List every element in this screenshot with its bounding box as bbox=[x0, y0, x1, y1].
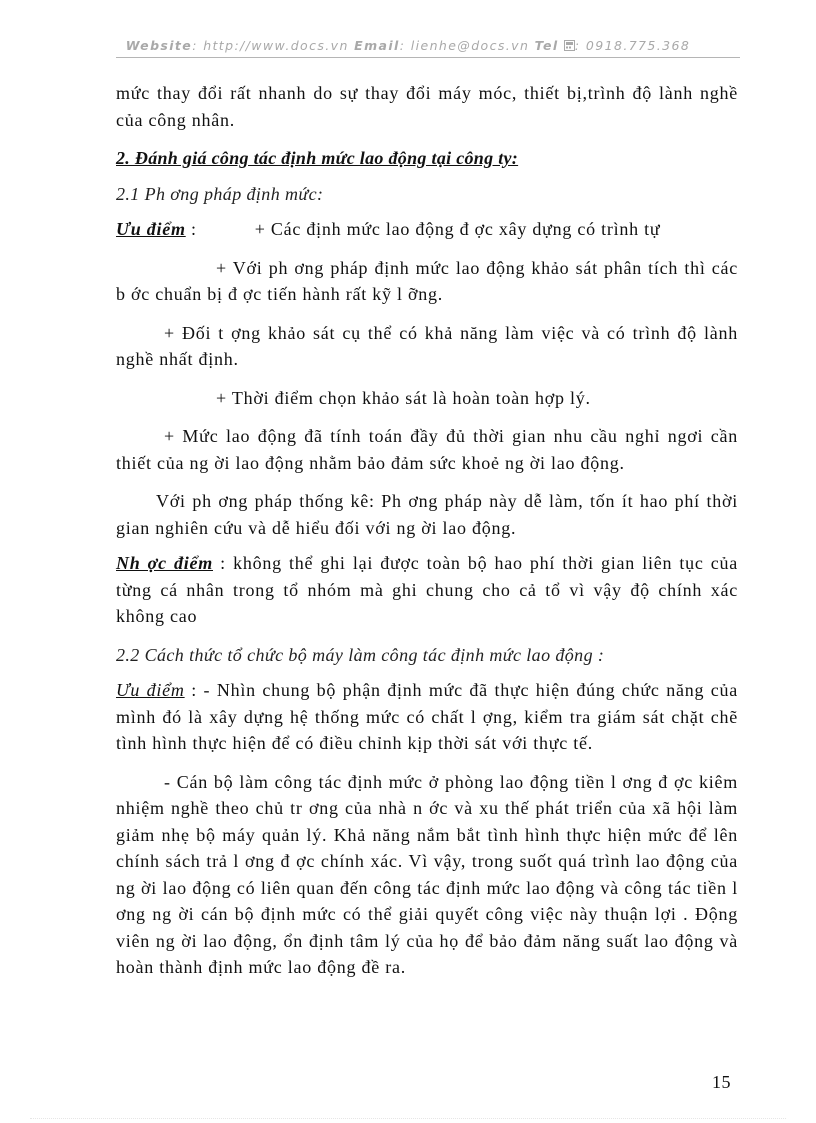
section-2-heading: 2. Đánh giá công tác định mức lao động tại công ty: bbox=[116, 148, 519, 168]
statistical-method-paragraph: Với ph ơng pháp thống kê: Ph ơng pháp này dễ làm, tốn ít hao phí thời gian nghiên cứu và dễ hiểu đối với ng ời lao động. bbox=[116, 491, 738, 538]
advantage-item-2: + Với ph ơng pháp định mức lao động khảo sát phân tích thì các b ớc chuẩn bị đ ợc tiến hành rất kỹ l ỡng. bbox=[116, 257, 738, 304]
disadvantages-label: Nh ợc điểm bbox=[116, 553, 213, 573]
phone-icon bbox=[564, 40, 575, 51]
paragraph-intro: mức thay đổi rất nhanh do sự thay đổi máy móc, thiết bị,trình độ lành nghề của công nhân. bbox=[116, 83, 738, 130]
advantage-item-1: + Các định mức lao động đ ợc xây dựng có trình tự bbox=[254, 219, 661, 239]
page-number: 15 bbox=[712, 1072, 731, 1092]
staff-paragraph: - Cán bộ làm công tác định mức ở phòng lao động tiền l ơng đ ợc kiêm nhiệm nghề theo chủ tr ơng của nhà n ớc và xu thế phát triển của xã hội làm giảm nhẹ bộ máy quản lý. Khả năng nắm bắt tình hình thực hiện mức để lên chính sách trả l ơng đ ợc chính xác. Vì vậy, trong suốt quá trình lao động của ng ời lao động có liên quan đến công tác định mức lao động và công tác tiền l ơng ng ời cán bộ định mức có thể giải quyết công việc này thuận lợi . Động viên ng ời lao động, ổn định tâm lý của họ để bảo đảm năng suất lao động và hoàn thành định mức lao động đề ra. bbox=[116, 771, 738, 977]
website-label: Website bbox=[125, 38, 193, 53]
disadvantages-text: : không thể ghi lại được toàn bộ hao phí thời gian liên tục của từng cá nhân trong tổ nhóm mà ghi chung cho cả tổ vì vậy độ chính xác không cao bbox=[116, 553, 738, 626]
page-header bbox=[0, 38, 816, 53]
header-rule bbox=[116, 57, 740, 58]
email-label: Email bbox=[354, 38, 400, 53]
tel-value: : 0918.775.368 bbox=[574, 38, 691, 53]
advantages-2-label: Ưu điểm bbox=[116, 680, 185, 700]
advantage-item-3: + Đối t ợng khảo sát cụ thể có khả năng làm việc và có trình độ lành nghề nhất định. bbox=[116, 322, 738, 369]
advantages-2-paragraph bbox=[116, 677, 738, 757]
website-value: : http://www.docs.vn bbox=[192, 38, 349, 53]
advantage-item-4: + Thời điểm chọn khảo sát là hoàn toàn hợp lý. bbox=[216, 387, 591, 408]
email-value: : lienhe@docs.vn bbox=[399, 38, 530, 53]
footer-dotted-rule bbox=[30, 1118, 786, 1119]
subsection-2-2-heading: 2.2 Cách thức tổ chức bộ máy làm công tác định mức lao động : bbox=[116, 644, 605, 665]
disadvantages-paragraph bbox=[116, 550, 738, 630]
subsection-2-1-heading: 2.1 Ph ơng pháp định mức: bbox=[116, 183, 324, 204]
advantages-2-text: : - Nhìn chung bộ phận định mức đã thực hiện đúng chức năng của mình đó là xây dựng hệ thống mức có chất l ợng, kiểm tra giám sát chặt chẽ tình hình thực hiện để có điều chỉnh kịp thời sát với thực tế. bbox=[116, 680, 738, 753]
advantages-line bbox=[116, 216, 738, 243]
advantages-colon: : bbox=[185, 219, 197, 239]
tel-label: Tel bbox=[534, 38, 559, 53]
page-content bbox=[116, 80, 738, 981]
advantage-item-5: + Mức lao động đã tính toán đầy đủ thời gian nhu cầu nghỉ ngơi cần thiết của ng ời lao động nhằm bảo đảm sức khoẻ ng ời lao động. bbox=[116, 426, 738, 473]
advantages-label: Ưu điểm bbox=[116, 219, 186, 239]
